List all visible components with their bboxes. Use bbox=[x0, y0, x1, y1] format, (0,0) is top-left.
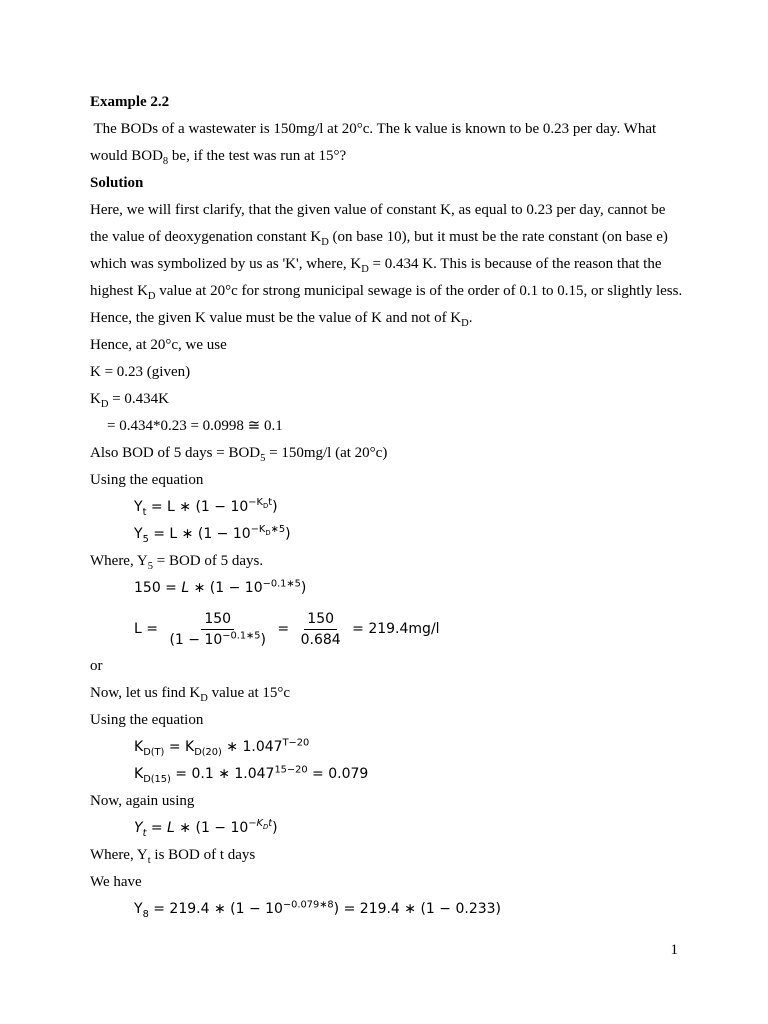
where-y5-line: Where, $Y_5$ = BOD of 5 days. bbox=[90, 553, 264, 572]
hence-line: Hence, at 20°c, we use bbox=[90, 337, 227, 353]
equation-kd15: $K_{D(15)} = 0.1$ ∗ $1.047^{15-20} = 0.079$ bbox=[134, 764, 369, 785]
where-yt-line: Where, $Y_t$ is BOD of t days bbox=[90, 847, 256, 866]
we-have-line: We have bbox=[90, 874, 142, 890]
equation-y5: $Y_5 = L$ ∗ $(1 - 10^{-K_D∗5})$ bbox=[134, 524, 291, 545]
paragraph-line-3: which was symbolized by us as 'K', where, $K_D = 0.434$ K. This is because of the reason that the bbox=[90, 256, 662, 275]
kd-calc-line: = 0.434*0.23 = 0.0998 ≅ 0.1 bbox=[107, 418, 283, 434]
equation-yt: $Y_t = L$ ∗ $(1 - 10^{-K_Dt})$ bbox=[134, 497, 278, 518]
document-page bbox=[90, 91, 683, 925]
paragraph-line-1: Here, we will first clarify, that the given value of constant K, as equal to 0.23 per day, cannot be bbox=[90, 202, 666, 218]
bod5-line: Also BOD of 5 days = $BOD_5 = 150mg/l$ (at 20°c) bbox=[90, 445, 388, 464]
equation-150: 150 = L ∗ $(1 - 10^{-0.1∗5})$ bbox=[134, 578, 307, 596]
equation-yt-italic: $Y_t = L$ ∗ $(1 - 10^{-K_Dt})$ bbox=[134, 818, 278, 839]
paragraph-line-4: highest $K_D$ value at 20°c for strong municipal sewage is of the order of 0.1 to 0.15, or slightly less. bbox=[90, 283, 683, 302]
or-line: or bbox=[90, 658, 103, 674]
now-find-kd-line: Now, let us find $K_D$ value at 15°c bbox=[90, 685, 291, 704]
equation-y8: $Y_8 = 219.4$ ∗ $(1 - 10^{-0.079∗8}) = 219.4$ ∗ (1 − 0.233) bbox=[134, 899, 501, 920]
paragraph-line-2: the value of deoxygenation constant $K_D$ (on base 10), but it must be the rate constant (on base e) bbox=[90, 229, 668, 248]
problem-line-1: The BODs of a wastewater is 150mg/l at 20°c. The k value is known to be 0.23 per day. What bbox=[90, 121, 657, 137]
now-again-line: Now, again using bbox=[90, 793, 195, 809]
kd-line: $K_D = 0.434K$ bbox=[90, 391, 169, 410]
solution-heading: Solution bbox=[90, 175, 144, 191]
fraction-2: $\frac{150}{0.684}$ bbox=[300, 610, 341, 648]
equation-kdt: $K_{D(T)} = K_{D(20)}$ ∗ $1.047^{T-20}$ bbox=[134, 737, 310, 758]
k-given-line: K = 0.23 (given) bbox=[90, 364, 191, 380]
page-number: 1 bbox=[670, 942, 678, 958]
using-equation-line-1: Using the equation bbox=[90, 472, 204, 488]
paragraph-line-5: Hence, the given K value must be the value of K and not of $K_D$. bbox=[90, 310, 473, 329]
problem-line-2: would $BOD_8$ be, if the test was run at 15°? bbox=[90, 148, 347, 167]
example-title: Example 2.2 bbox=[90, 94, 170, 110]
equation-l-fraction: L = $\frac{150}{(1 - 10^{-0.1∗5})}$ = $\frac{150}{0.684}$ = 219.4mg/l bbox=[134, 610, 440, 648]
using-equation-line-2: Using the equation bbox=[90, 712, 204, 728]
fraction-1: $\frac{150}{(1 - 10^{-0.1∗5})}$ bbox=[169, 610, 266, 648]
